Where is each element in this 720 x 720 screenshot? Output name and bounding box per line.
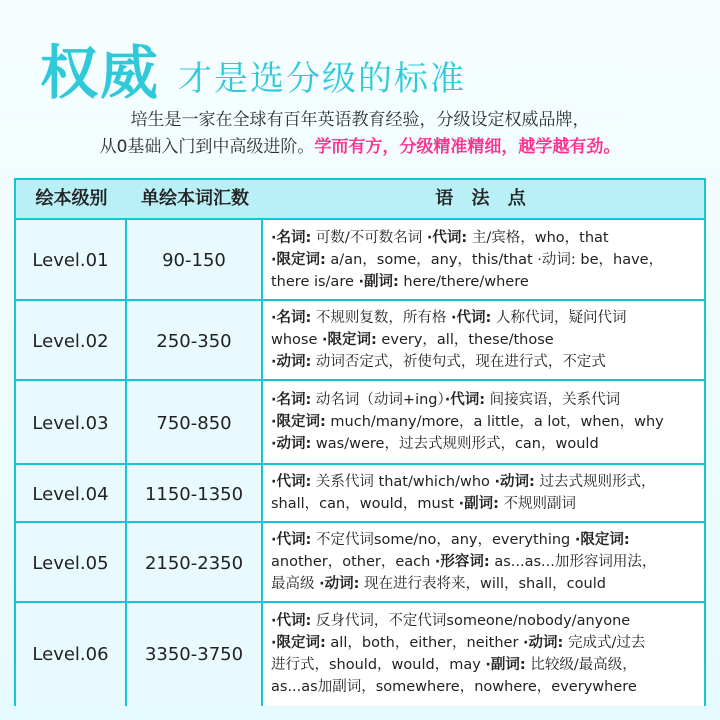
grammar-line bbox=[271, 654, 698, 676]
level-cell: Level.03 bbox=[16, 381, 127, 465]
grammar-category: ·动词: bbox=[271, 354, 312, 370]
grammar-line bbox=[271, 493, 698, 515]
grading-table bbox=[14, 178, 706, 706]
grammar-line bbox=[271, 610, 698, 632]
grammar-line bbox=[271, 551, 698, 573]
table-row bbox=[16, 521, 704, 603]
intro-line-2-plain: 从0基础入门到中高级进阶。 bbox=[99, 137, 315, 157]
grammar-category: ·限定词: bbox=[271, 251, 326, 268]
table-row bbox=[16, 299, 704, 381]
grammar-category: ·副词: bbox=[458, 496, 499, 512]
grammar-text: 关系代词 that/which/who bbox=[311, 474, 495, 490]
title-main: 权威 bbox=[40, 39, 161, 107]
grammar-line bbox=[271, 529, 698, 551]
vocab-cell: 2150-2350 bbox=[127, 523, 263, 603]
grammar-category: ·代词: bbox=[426, 229, 468, 246]
grammar-text: as...as加副词，somewhere，nowhere，everywhere bbox=[271, 678, 637, 695]
grammar-text: 进行式，should，would，may bbox=[271, 656, 486, 673]
grammar-category: ·限定词: bbox=[271, 634, 326, 651]
grammar-text: 间接宾语，关系代词 bbox=[485, 392, 621, 408]
grammar-text: a/an，some，any，this/that ·动词: be，have， bbox=[325, 251, 664, 268]
grammar-line bbox=[271, 433, 698, 455]
grammar-text: 可数/不可数名词 bbox=[311, 229, 427, 246]
grammar-category: ·动词: bbox=[523, 634, 564, 651]
grammar-text: 主/宾格，who，that bbox=[467, 229, 609, 246]
grammar-category: ·动词: bbox=[319, 576, 360, 592]
grammar-category: ·代词: bbox=[271, 474, 312, 490]
level-cell: Level.06 bbox=[16, 603, 127, 706]
grammar-category: ·名词: bbox=[271, 229, 312, 246]
grammar-text: 不规则副词 bbox=[498, 496, 576, 512]
title bbox=[40, 22, 467, 107]
table-row bbox=[16, 463, 704, 523]
grammar-category: ·动词: bbox=[271, 436, 312, 452]
grammar-category: ·副词: bbox=[485, 656, 526, 673]
grammar-text: every，all，these/those bbox=[376, 332, 554, 348]
level-cell: Level.05 bbox=[16, 523, 127, 603]
grammar-text: 最高级 bbox=[271, 576, 320, 592]
grammar-line bbox=[271, 389, 698, 411]
grammar-line bbox=[271, 329, 698, 351]
grammar-text: 完成式/过去 bbox=[563, 634, 646, 651]
grammar-text: 现在进行表将来，will，shall，could bbox=[359, 576, 606, 592]
grammar-line bbox=[271, 271, 698, 293]
grammar-text: shall，can，would，must bbox=[271, 496, 459, 512]
vocab-cell: 250-350 bbox=[127, 301, 263, 381]
header-level: 绘本级别 bbox=[35, 188, 108, 209]
grammar-line bbox=[271, 307, 698, 329]
grammar-text: 不定代词some/no，any，everything bbox=[311, 532, 575, 548]
table-row bbox=[16, 379, 704, 465]
grammar-category: ·副词: bbox=[358, 273, 399, 290]
grammar-cell bbox=[263, 603, 704, 706]
level-cell: Level.02 bbox=[16, 301, 127, 381]
grammar-cell bbox=[263, 465, 704, 523]
grammar-category: ·代词: bbox=[271, 612, 312, 629]
grammar-cell bbox=[263, 301, 704, 381]
vocab-cell: 750-850 bbox=[127, 381, 263, 465]
table-row bbox=[16, 218, 704, 301]
grammar-line bbox=[271, 249, 698, 271]
grammar-text: another，other，each bbox=[271, 554, 435, 570]
vocab-cell: 90-150 bbox=[127, 220, 263, 301]
grammar-category: ·动词: bbox=[494, 474, 535, 490]
grammar-cell bbox=[263, 523, 704, 603]
grammar-line bbox=[271, 632, 698, 654]
table-row bbox=[16, 601, 704, 706]
intro-line-2-highlight: 学而有方，分级精准精细，越学越有劲。 bbox=[314, 137, 621, 157]
grammar-category: ·代词: bbox=[451, 310, 492, 326]
grammar-cell bbox=[263, 381, 704, 465]
grammar-text: there is/are bbox=[271, 273, 359, 290]
grammar-text: here/there/where bbox=[398, 273, 529, 290]
intro-line-2 bbox=[0, 133, 720, 161]
intro-line-1: 培生是一家在全球有百年英语教育经验，分级设定权威品牌， bbox=[130, 110, 590, 130]
grammar-text: 过去式规则形式， bbox=[534, 474, 656, 490]
vocab-cell: 3350-3750 bbox=[127, 603, 263, 706]
grammar-cell bbox=[263, 220, 704, 301]
level-cell: Level.01 bbox=[16, 220, 127, 301]
grammar-line bbox=[271, 351, 698, 373]
grammar-text: was/were，过去式规则形式，can，would bbox=[311, 436, 599, 452]
grammar-text: all，both，either，neither bbox=[325, 634, 524, 651]
grammar-category: ·名词: bbox=[271, 310, 312, 326]
grammar-category: ·代词: bbox=[444, 392, 486, 408]
grammar-text: 反身代词，不定代词someone/nobody/anyone bbox=[311, 612, 631, 629]
grammar-category: ·形容词: bbox=[434, 554, 490, 570]
level-cell: Level.04 bbox=[16, 465, 127, 523]
vocab-cell: 1150-1350 bbox=[127, 465, 263, 523]
grammar-text: 动名词（动词+ing） bbox=[311, 392, 445, 408]
grammar-text: 人称代词，疑问代词 bbox=[491, 310, 627, 326]
grammar-line bbox=[271, 227, 698, 249]
grammar-text: whose bbox=[271, 332, 323, 348]
table-header bbox=[16, 180, 704, 218]
grammar-text: 不规则复数，所有格 bbox=[311, 310, 452, 326]
grammar-category: ·代词: bbox=[271, 532, 312, 548]
grammar-line bbox=[271, 411, 698, 433]
grammar-line bbox=[271, 573, 698, 595]
header-grammar: 语 法 点 bbox=[435, 188, 532, 209]
grammar-category: ·限定词: bbox=[322, 332, 377, 348]
grammar-category: ·限定词: bbox=[271, 414, 326, 430]
grammar-category: ·名词: bbox=[271, 392, 312, 408]
grammar-text: 动词否定式，祈使句式，现在进行式，不定式 bbox=[311, 354, 606, 370]
grammar-line bbox=[271, 676, 698, 698]
header-vocab: 单绘本词汇数 bbox=[141, 188, 249, 209]
grammar-text: as...as...加形容词用法， bbox=[489, 554, 657, 570]
title-sub: 才是选分级的标准 bbox=[178, 59, 467, 99]
grammar-line bbox=[271, 471, 698, 493]
grammar-text: much/many/more，a little，a lot，when，why bbox=[325, 414, 664, 430]
grammar-category: ·限定词: bbox=[574, 532, 630, 548]
grammar-text: 比较级/最高级， bbox=[525, 656, 637, 673]
